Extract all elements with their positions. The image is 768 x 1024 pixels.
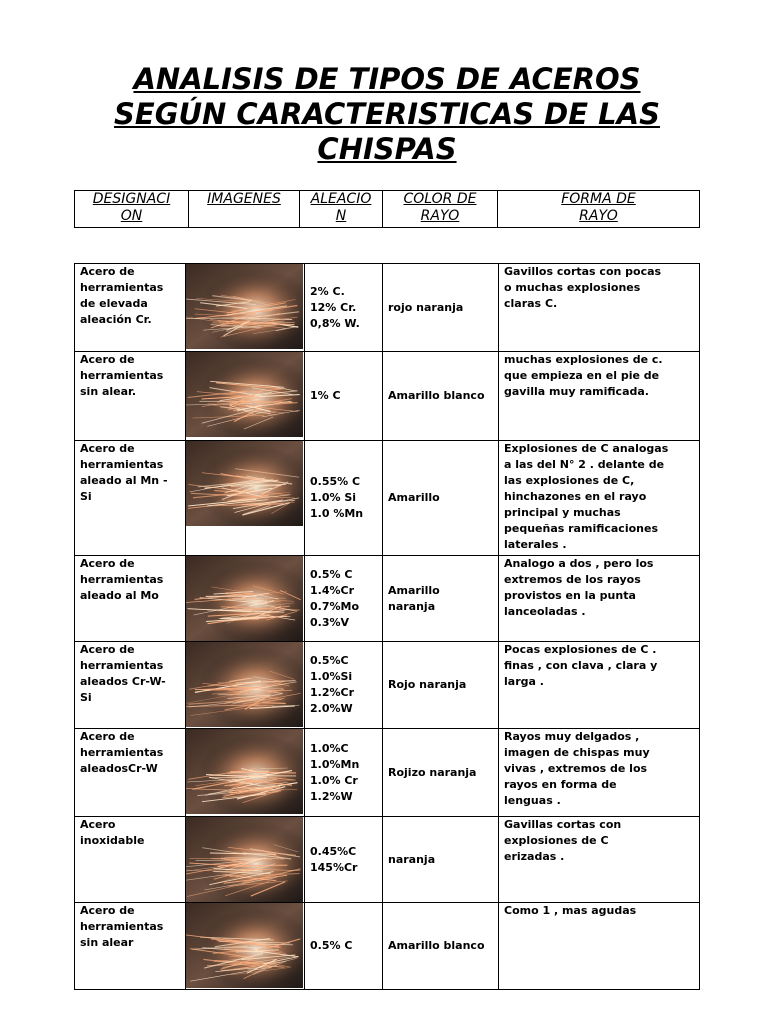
cell-text: aleadosCr-W	[80, 762, 158, 775]
cell-text: lenguas .	[504, 794, 561, 807]
cell-aleacion	[305, 903, 383, 990]
cell-text: Rojizo naranja	[388, 765, 477, 779]
cell-text: 1.0% Si	[310, 491, 357, 504]
cell-imagen	[186, 441, 305, 556]
cell-text: larga .	[504, 675, 544, 688]
header-aleacion	[300, 191, 383, 228]
cell-text: aleación Cr.	[80, 313, 152, 326]
cell-forma	[499, 352, 700, 441]
spark-photo	[186, 642, 303, 727]
cell-color	[383, 441, 499, 556]
cell-text: principal y muchas	[504, 506, 621, 519]
cell-text: herramientas	[80, 281, 164, 294]
cell-text: Gavillos cortas con pocas	[504, 265, 662, 278]
cell-color	[383, 556, 499, 642]
header-text: RAYO	[579, 208, 618, 224]
cell-text: vivas , extremos de los	[504, 762, 648, 775]
cell-text: 0.55% C	[310, 475, 361, 488]
cell-text: herramientas	[80, 659, 164, 672]
header-forma	[498, 191, 700, 228]
cell-text: sin alear.	[80, 385, 137, 398]
cell-text: Acero de	[80, 643, 135, 656]
cell-aleacion	[305, 264, 383, 352]
cell-text: explosiones de C	[504, 834, 609, 847]
title-line: ANALISIS DE TIPOS DE ACEROS	[133, 62, 641, 96]
cell-text: Acero de	[80, 730, 135, 743]
header-text: N	[335, 208, 347, 224]
header-text: ON	[120, 208, 143, 224]
cell-aleacion	[305, 642, 383, 729]
cell-text: Acero	[80, 818, 116, 831]
table-row	[75, 556, 700, 642]
cell-text: o muchas explosiones	[504, 281, 641, 294]
cell-text: 1.4%Cr	[310, 583, 355, 597]
spark-photo	[186, 264, 303, 349]
cell-designacion	[75, 264, 186, 352]
table-row	[75, 817, 700, 903]
cell-text: Como 1 , mas agudas	[504, 904, 637, 917]
cell-text: Si	[80, 490, 92, 503]
cell-text: 2% C.	[310, 284, 345, 298]
header-imagenes	[189, 191, 300, 228]
cell-text: 0.5%C	[310, 654, 349, 667]
cell-text: pequeñas ramificaciones	[504, 522, 658, 535]
cell-text: herramientas	[80, 573, 164, 586]
cell-forma	[499, 556, 700, 642]
cell-text: 1.0 %Mn	[310, 507, 364, 520]
cell-text: 0.3%V	[310, 615, 350, 629]
spark-photo	[186, 441, 303, 526]
cell-color	[383, 729, 499, 817]
cell-text: 0.7%Mo	[310, 599, 360, 613]
cell-text: de elevada	[80, 297, 148, 310]
cell-text: 0.5% C	[310, 939, 353, 952]
title-line: CHISPAS	[317, 132, 457, 166]
cell-text: que empieza en el pie de	[504, 369, 660, 382]
table-row	[75, 264, 700, 352]
cell-color	[383, 903, 499, 990]
cell-color	[383, 817, 499, 903]
cell-designacion	[75, 352, 186, 441]
spark-table	[74, 263, 700, 990]
cell-designacion	[75, 556, 186, 642]
cell-text: 1.0% Cr	[310, 773, 358, 787]
header-text: FORMA DE	[561, 191, 636, 207]
cell-color	[383, 642, 499, 729]
table-row	[75, 352, 700, 441]
cell-text: 0.45%C	[310, 844, 357, 858]
cell-text: 1.0%Si	[310, 670, 353, 683]
cell-designacion	[75, 441, 186, 556]
cell-text: Si	[80, 691, 92, 704]
spark-photo	[186, 729, 303, 814]
cell-forma	[499, 729, 700, 817]
cell-text: aleado al Mo	[80, 589, 159, 602]
spark-photo	[186, 556, 303, 641]
cell-text: 1.2%Cr	[310, 686, 355, 699]
cell-text: 0,8% W.	[310, 316, 360, 330]
cell-text: extremos de los rayos	[504, 573, 641, 586]
cell-text: 1% C	[310, 389, 341, 402]
cell-text: herramientas	[80, 458, 164, 471]
cell-color	[383, 264, 499, 352]
cell-text: 0.5% C	[310, 567, 353, 581]
cell-text: finas , con clava , clara y	[504, 659, 658, 672]
cell-text: Pocas explosiones de C .	[504, 643, 657, 656]
cell-text: laterales .	[504, 538, 567, 551]
cell-text: Gavillas cortas con	[504, 818, 622, 831]
cell-imagen	[186, 642, 305, 729]
cell-text: aleados Cr-W-	[80, 675, 166, 688]
cell-text: imagen de chispas muy	[504, 746, 650, 759]
cell-text: inoxidable	[80, 834, 145, 847]
cell-text: naranja	[388, 599, 436, 613]
cell-designacion	[75, 903, 186, 990]
cell-text: herramientas	[80, 920, 164, 933]
cell-text: Amarillo blanco	[388, 389, 485, 402]
cell-text: 1.0%Mn	[310, 757, 360, 771]
cell-text: a las del N° 2 . delante de	[504, 458, 665, 471]
page-title	[60, 62, 714, 167]
cell-designacion	[75, 729, 186, 817]
cell-aleacion	[305, 441, 383, 556]
cell-text: 2.0%W	[310, 702, 353, 715]
cell-text: Acero de	[80, 557, 135, 570]
cell-text: herramientas	[80, 369, 164, 382]
cell-text: claras C.	[504, 297, 558, 310]
cell-aleacion	[305, 556, 383, 642]
cell-text: 1.0%C	[310, 741, 349, 755]
cell-text: Acero de	[80, 265, 135, 278]
header-text: COLOR DE	[403, 191, 477, 207]
cell-imagen	[186, 556, 305, 642]
header-color	[383, 191, 498, 228]
cell-text: Analogo a dos , pero los	[504, 557, 654, 570]
cell-color	[383, 352, 499, 441]
cell-text: Amarillo	[388, 491, 440, 504]
spark-photo	[186, 903, 303, 988]
cell-text: 12% Cr.	[310, 300, 357, 314]
cell-text: aleado al Mn -	[80, 474, 168, 487]
cell-aleacion	[305, 817, 383, 903]
cell-text: 1.2%W	[310, 789, 353, 803]
spark-photo	[186, 352, 303, 437]
cell-designacion	[75, 642, 186, 729]
cell-text: erizadas .	[504, 850, 565, 863]
spark-photo	[186, 817, 303, 902]
table-row	[75, 903, 700, 990]
header-row	[75, 191, 700, 228]
header-text: ALEACIO	[310, 191, 372, 207]
cell-text: Rojo naranja	[388, 678, 467, 691]
cell-text: Amarillo	[388, 583, 440, 597]
cell-text: Acero de	[80, 442, 135, 455]
header-designacion	[75, 191, 189, 228]
cell-text: naranja	[388, 852, 436, 866]
header-text: IMAGENES	[207, 191, 281, 207]
header-text: RAYO	[420, 208, 460, 224]
cell-imagen	[186, 729, 305, 817]
cell-forma	[499, 441, 700, 556]
cell-text: Explosiones de C analogas	[504, 442, 669, 455]
cell-text: hinchazones en el rayo	[504, 490, 647, 503]
cell-imagen	[186, 352, 305, 441]
cell-text: las explosiones de C,	[504, 474, 635, 487]
header-text: DESIGNACI	[92, 191, 171, 207]
cell-text: herramientas	[80, 746, 164, 759]
cell-text: rayos en forma de	[504, 778, 617, 791]
table-row	[75, 642, 700, 729]
table-row	[75, 441, 700, 556]
cell-designacion	[75, 817, 186, 903]
cell-forma	[499, 642, 700, 729]
cell-text: provistos en la punta	[504, 589, 636, 602]
cell-text: muchas explosiones de c.	[504, 353, 663, 366]
cell-imagen	[186, 817, 305, 903]
table-row	[75, 729, 700, 817]
cell-imagen	[186, 903, 305, 990]
cell-imagen	[186, 264, 305, 352]
cell-text: lanceoladas .	[504, 605, 586, 618]
cell-text: sin alear	[80, 936, 134, 949]
cell-aleacion	[305, 352, 383, 441]
cell-forma	[499, 264, 700, 352]
title-line: SEGÚN CARACTERISTICAS DE LAS	[114, 97, 660, 131]
cell-text: gavilla muy ramificada.	[504, 385, 649, 398]
cell-text: Acero de	[80, 353, 135, 366]
cell-text: 145%Cr	[310, 860, 358, 874]
cell-text: rojo naranja	[388, 300, 464, 314]
cell-text: Acero de	[80, 904, 135, 917]
cell-forma	[499, 903, 700, 990]
cell-text: Rayos muy delgados ,	[504, 730, 640, 743]
header-table	[74, 190, 700, 228]
cell-text: Amarillo blanco	[388, 939, 485, 952]
cell-aleacion	[305, 729, 383, 817]
cell-forma	[499, 817, 700, 903]
